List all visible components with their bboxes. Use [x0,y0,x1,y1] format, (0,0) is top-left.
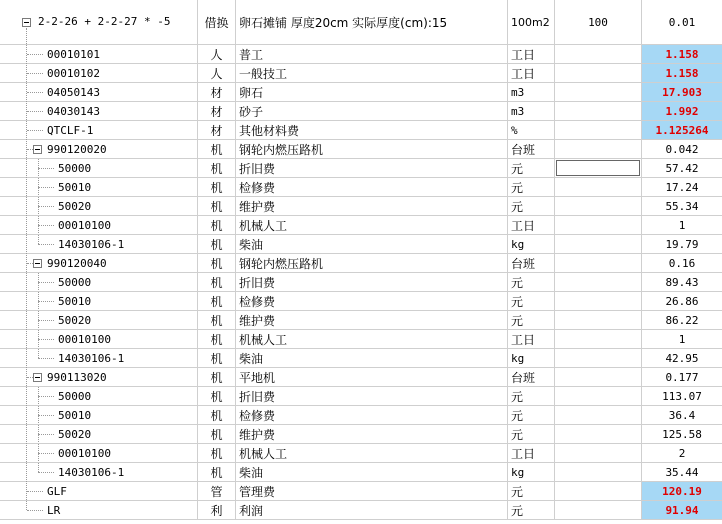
row-value[interactable]: 91.94 [642,501,722,519]
row-name: 折旧费 [236,387,508,405]
row-qty-cell[interactable] [555,482,642,500]
row-code: 50010 [58,409,92,422]
row-unit: 元 [508,292,555,310]
row-code: 14030106-1 [58,352,125,365]
row-unit: 工日 [508,216,555,234]
row-type: 机 [198,292,236,310]
row-type: 机 [198,425,236,443]
row-qty-cell[interactable] [555,121,642,139]
row-code: 990120040 [47,257,107,270]
row-type: 机 [198,197,236,215]
row-type: 机 [198,273,236,291]
collapse-icon[interactable] [33,373,42,382]
tree-connector [38,273,39,291]
code-cell[interactable] [0,311,198,329]
row-qty-cell[interactable] [555,406,642,424]
table-row[interactable] [0,406,722,425]
row-name: 机械人工 [236,444,508,462]
row-unit: 台班 [508,254,555,272]
row-type: 利 [198,501,236,519]
row-value[interactable]: 1 [678,332,686,346]
header-code: 2-2-26 + 2-2-27 * -5 [38,15,171,28]
tree-connector [38,197,39,215]
row-name: 检修费 [236,292,508,310]
table-row[interactable] [0,292,722,311]
row-qty-cell[interactable] [555,330,642,348]
tree-connector [27,149,33,150]
code-cell[interactable] [0,235,198,253]
code-cell[interactable] [0,444,198,462]
collapse-icon[interactable] [22,18,31,27]
row-unit: 元 [508,311,555,329]
row-type: 机 [198,178,236,196]
row-name: 钢轮内燃压路机 [236,254,508,272]
row-value[interactable]: 113.07 [662,389,702,403]
table-row[interactable] [0,273,722,292]
row-code: 990113020 [47,371,107,384]
row-unit: 元 [508,178,555,196]
row-type: 管 [198,482,236,500]
row-qty-cell[interactable] [555,292,642,310]
row-type: 机 [198,330,236,348]
row-name: 维护费 [236,425,508,443]
row-unit: kg [508,235,555,253]
row-qty-cell[interactable] [555,501,642,519]
table-row[interactable] [0,463,722,482]
active-cell-editor[interactable] [556,160,640,176]
row-unit: 台班 [508,368,555,386]
code-cell[interactable] [0,406,198,424]
row-value[interactable]: 120.19 [642,482,722,500]
row-type: 机 [198,159,236,177]
tree-connector [27,130,43,131]
tree-connector [38,444,39,462]
table-row[interactable] [0,330,722,349]
header-unit: 100m2 [508,0,555,44]
tree-connector [38,472,54,473]
row-qty-cell[interactable] [555,235,642,253]
row-qty-cell[interactable] [555,216,642,234]
row-value[interactable]: 2 [678,446,686,460]
row-value[interactable]: 0.042 [665,142,699,156]
row-code: 50000 [58,162,92,175]
row-code: 00010100 [58,333,111,346]
tree-connector [38,339,54,340]
row-name: 一般技工 [236,64,508,82]
row-type: 机 [198,235,236,253]
row-name: 检修费 [236,406,508,424]
code-cell[interactable] [0,387,198,405]
tree-connector [38,415,54,416]
row-qty-cell[interactable] [555,387,642,405]
row-type: 机 [198,216,236,234]
header-qty: 100 [555,0,642,44]
tree-connector [38,425,39,443]
row-value[interactable]: 17.24 [665,180,699,194]
code-cell[interactable] [0,197,198,215]
tree-connector [27,111,43,112]
tree-connector [38,358,54,359]
row-code: 50000 [58,390,92,403]
row-value[interactable]: 35.44 [665,465,699,479]
table-row[interactable] [0,349,722,368]
table-row[interactable] [0,368,722,387]
code-cell[interactable] [0,425,198,443]
row-type: 机 [198,368,236,386]
row-unit: 工日 [508,330,555,348]
tree-connector [38,282,54,283]
row-name: 维护费 [236,197,508,215]
tree-connector [38,396,54,397]
row-value[interactable]: 19.79 [665,237,699,251]
row-name: 其他材料费 [236,121,508,139]
tree-connector [38,235,39,244]
tree-connector [38,463,39,472]
header-code-cell[interactable] [0,0,198,44]
row-code: 50010 [58,181,92,194]
row-unit: kg [508,463,555,481]
tree-connector [27,491,43,492]
row-code: 04030143 [47,105,100,118]
tree-connector [27,263,33,264]
row-value[interactable]: 0.177 [665,370,699,384]
row-name: 柴油 [236,463,508,481]
table-row[interactable] [0,482,722,501]
table-row[interactable] [0,83,722,102]
row-name: 普工 [236,45,508,63]
collapse-icon[interactable] [33,145,42,154]
table-row[interactable] [0,235,722,254]
tree-connector [38,453,54,454]
row-qty-cell[interactable] [555,463,642,481]
tree-connector [38,320,54,321]
row-unit: 元 [508,425,555,443]
header-row[interactable] [0,0,722,45]
table-row[interactable] [0,311,722,330]
tree-connector [38,330,39,348]
tree-connector [38,244,54,245]
row-qty-cell[interactable] [555,444,642,462]
code-cell[interactable] [0,330,198,348]
row-qty-cell[interactable] [555,197,642,215]
row-value[interactable]: 26.86 [665,294,699,308]
row-type: 机 [198,140,236,158]
row-code: 990120020 [47,143,107,156]
row-code: QTCLF-1 [47,124,94,137]
code-cell[interactable] [0,273,198,291]
row-qty-cell[interactable] [555,83,642,101]
row-unit: 元 [508,273,555,291]
row-qty-cell[interactable] [555,273,642,291]
row-name: 平地机 [236,368,508,386]
row-code: 50020 [58,200,92,213]
tree-connector [38,178,39,196]
row-unit: 元 [508,406,555,424]
row-value[interactable]: 125.58 [662,427,702,441]
tree-connector [27,54,43,55]
row-type: 材 [198,102,236,120]
row-qty-cell[interactable] [555,140,642,158]
row-type: 机 [198,463,236,481]
row-name: 折旧费 [236,273,508,291]
tree-connector [38,187,54,188]
tree-connector [27,73,43,74]
row-name: 柴油 [236,235,508,253]
row-qty-cell[interactable] [555,64,642,82]
row-unit: 元 [508,501,555,519]
header-type: 借换 [198,0,236,44]
row-unit: 元 [508,197,555,215]
row-code: 00010102 [47,67,100,80]
tree-connector [26,28,27,510]
row-type: 材 [198,83,236,101]
tree-connector [38,225,54,226]
row-unit: 工日 [508,45,555,63]
row-value[interactable]: 17.903 [642,83,722,101]
tree-connector [27,92,43,93]
row-qty-cell[interactable] [555,178,642,196]
row-name: 维护费 [236,311,508,329]
row-name: 机械人工 [236,330,508,348]
table-row[interactable] [0,444,722,463]
row-value[interactable]: 86.22 [665,313,699,327]
row-value[interactable]: 57.42 [665,161,699,175]
row-name: 机械人工 [236,216,508,234]
row-value[interactable]: 1.125264 [642,121,722,139]
row-value[interactable]: 36.4 [668,408,696,422]
row-unit: 元 [508,482,555,500]
row-value[interactable]: 1.158 [642,64,722,82]
row-name: 检修费 [236,178,508,196]
tree-connector [38,216,39,234]
row-unit: 元 [508,159,555,177]
tree-connector [27,377,33,378]
row-qty-cell[interactable] [555,45,642,63]
table-row[interactable] [0,197,722,216]
row-code: LR [47,504,61,517]
code-cell[interactable] [0,178,198,196]
row-type: 材 [198,121,236,139]
row-unit: 工日 [508,444,555,462]
row-qty-cell[interactable] [555,311,642,329]
row-unit: % [508,121,555,139]
row-value[interactable]: 1.158 [642,45,722,63]
row-code: 00010100 [58,447,111,460]
row-type: 机 [198,387,236,405]
code-cell[interactable] [0,159,198,177]
row-code: GLF [47,485,67,498]
code-cell[interactable] [0,463,198,481]
row-name: 利润 [236,501,508,519]
row-type: 人 [198,45,236,63]
row-name: 管理费 [236,482,508,500]
row-unit: m3 [508,102,555,120]
row-type: 机 [198,311,236,329]
tree-connector [38,159,39,177]
row-name: 卵石 [236,83,508,101]
table-row[interactable] [0,140,722,159]
table-row[interactable] [0,121,722,140]
row-unit: 台班 [508,140,555,158]
row-type: 人 [198,64,236,82]
tree-connector [38,349,39,358]
header-name: 卵石摊铺 厚度20cm 实际厚度(cm):15 [236,0,508,44]
row-value[interactable]: 55.34 [665,199,699,213]
row-qty-cell[interactable] [555,368,642,386]
tree-connector [38,292,39,310]
row-name: 砂子 [236,102,508,120]
row-name: 钢轮内燃压路机 [236,140,508,158]
row-unit: 元 [508,387,555,405]
row-code: 50000 [58,276,92,289]
row-type: 机 [198,349,236,367]
row-unit: 工日 [508,64,555,82]
row-type: 机 [198,254,236,272]
row-code: 04050143 [47,86,100,99]
row-code: 00010101 [47,48,100,61]
table-row[interactable] [0,425,722,444]
row-code: 50010 [58,295,92,308]
tree-connector [38,311,39,329]
row-code: 50020 [58,428,92,441]
header-value: 0.01 [668,15,696,29]
row-type: 机 [198,406,236,424]
code-cell[interactable] [0,349,198,367]
table-row[interactable] [0,254,722,273]
tree-connector [38,406,39,424]
row-value[interactable]: 42.95 [665,351,699,365]
row-value[interactable]: 1 [678,218,686,232]
row-qty-cell[interactable] [555,349,642,367]
row-unit: m3 [508,83,555,101]
row-qty-cell[interactable] [555,159,642,177]
table-row[interactable] [0,387,722,406]
table-row[interactable] [0,501,722,520]
row-value[interactable]: 0.16 [668,256,696,270]
row-type: 机 [198,444,236,462]
row-code: 14030106-1 [58,466,125,479]
code-cell[interactable] [0,216,198,234]
collapse-icon[interactable] [33,259,42,268]
table-row[interactable] [0,159,722,178]
row-value[interactable]: 89.43 [665,275,699,289]
tree-connector [38,168,54,169]
table-row[interactable] [0,216,722,235]
row-unit: kg [508,349,555,367]
table-row[interactable] [0,64,722,83]
tree-connector [38,387,39,405]
table-row[interactable] [0,178,722,197]
row-code: 00010100 [58,219,111,232]
code-cell[interactable] [0,292,198,310]
tree-connector [38,301,54,302]
row-name: 柴油 [236,349,508,367]
row-name: 折旧费 [236,159,508,177]
tree-connector [38,206,54,207]
row-qty-cell[interactable] [555,425,642,443]
row-code: 50020 [58,314,92,327]
tree-connector [38,434,54,435]
table-row[interactable] [0,102,722,121]
table-row[interactable] [0,45,722,64]
row-code: 14030106-1 [58,238,125,251]
row-value[interactable]: 1.992 [642,102,722,120]
row-qty-cell[interactable] [555,102,642,120]
row-qty-cell[interactable] [555,254,642,272]
tree-connector [27,510,43,511]
